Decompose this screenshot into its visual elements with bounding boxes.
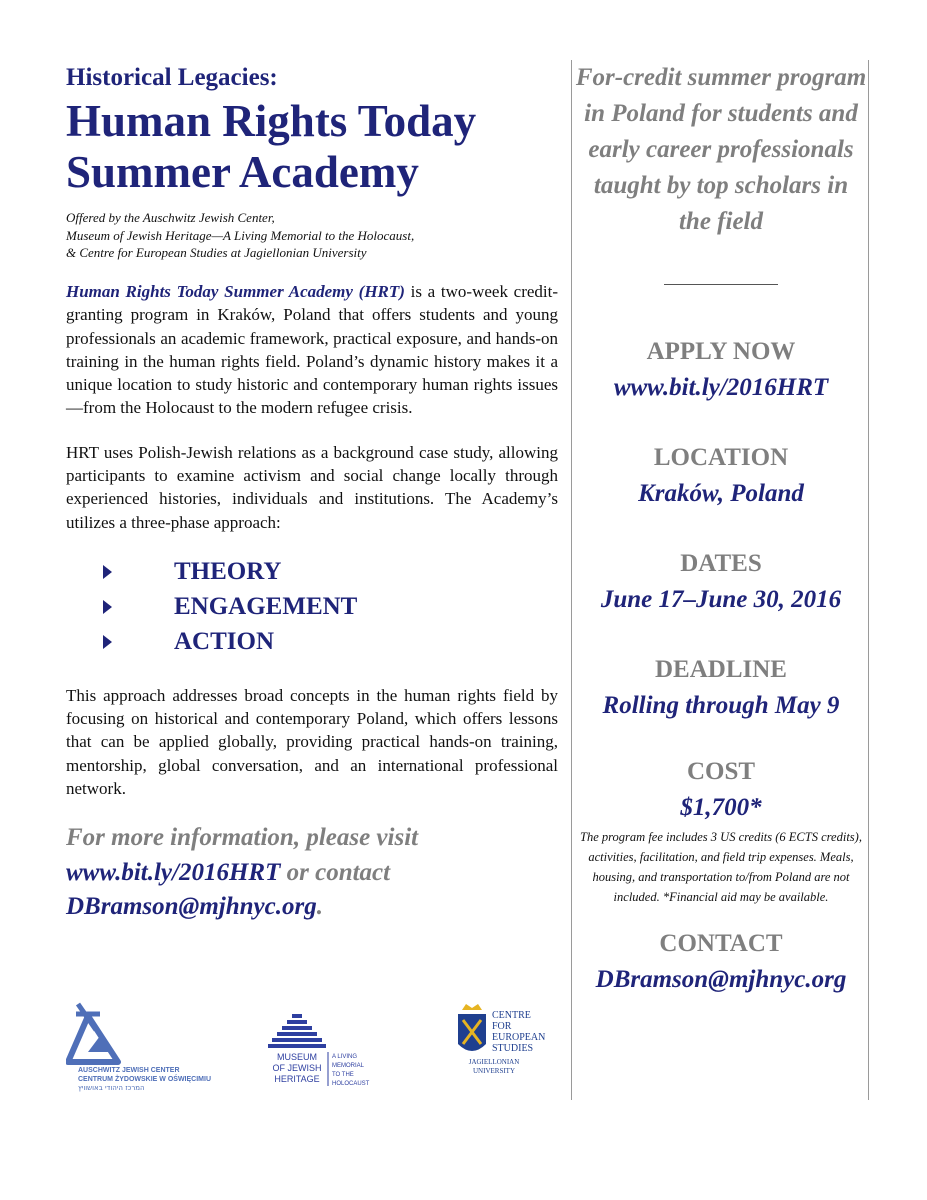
location-value: Kraków, Poland <box>638 480 804 507</box>
more-info <box>66 821 558 925</box>
apply-link[interactable]: www.bit.ly/2016HRT <box>613 374 829 401</box>
auschwitz-jewish-center-logo <box>68 1004 211 1092</box>
mjh-tagline-2: MEMORIAL <box>332 1063 365 1069</box>
ces-university-1: JAGIELLONIAN <box>468 1058 520 1066</box>
mjh-name-1: MUSEUM <box>277 1052 317 1062</box>
logo-row <box>66 1000 546 1100</box>
phase-label: ENGAGEMENT <box>174 593 358 621</box>
partner-logos <box>66 1000 546 1100</box>
phase-label: THEORY <box>174 558 282 586</box>
location-section <box>575 443 867 509</box>
cost-value: $1,700* <box>680 794 762 821</box>
left-divider <box>571 60 572 1100</box>
intro-paragraph <box>66 280 558 420</box>
sidebar-intro: For-credit summer program in Poland for students and early career professionals taught by top scholars in the field <box>575 64 867 235</box>
ces-name-4: STUDIES <box>492 1043 534 1054</box>
deadline-value: Rolling through May 9 <box>602 692 840 719</box>
ces-name-2: FOR <box>492 1021 512 1032</box>
mjh-tagline-3: TO THE <box>332 1072 354 1078</box>
offered-by <box>66 209 558 262</box>
summary-paragraph: This approach addresses broad concepts in the human rights field by focusing on historical and contemporary Poland, which offers lessons that can be applied globally, providing practical hands-on training, mentorship, global conversation, and an international professional network. <box>66 685 558 798</box>
page-title <box>66 96 558 200</box>
mjh-name-2: OF JEWISH <box>272 1063 322 1073</box>
cost-section <box>575 757 867 907</box>
deadline-heading: DEADLINE <box>655 656 787 683</box>
cost-heading: COST <box>686 758 756 785</box>
approach-paragraph: HRT uses Polish-Jewish relations as a background case study, allowing participants to examine activism and social change locally through experienced histories, individuals and institutions. The Academy’s utilizes a three-phase approach: <box>66 442 558 532</box>
museum-of-jewish-heritage-logo <box>268 1014 370 1087</box>
phase-list <box>66 555 558 660</box>
intro-text: is a two-week credit-granting program in Kraków, Poland that offers students and young professionals an academic framework, practical exposure, and hands-on training in the human rights field. Poland’s dynamic history makes it a unique location to study historic and contemporary human rights issues—from the Holocaust to the modern refugee crisis. <box>66 282 559 418</box>
apply-heading: APPLY NOW <box>646 338 796 365</box>
cost-note: The program fee includes 3 US credits (6 ECTS credits), activities, facilitation, and field trip expenses. Meals, housing, and transportation to/from Poland are not included. *Financial aid may be available. <box>580 830 862 904</box>
dates-section <box>575 549 867 615</box>
phase-label: ACTION <box>174 628 275 656</box>
apply-section <box>575 337 867 403</box>
ces-name-3: EUROPEAN <box>492 1032 546 1043</box>
mjh-name-3: HERITAGE <box>274 1074 320 1084</box>
dates-heading: DATES <box>680 550 762 577</box>
offered-line-2: Museum of Jewish Heritage—A Living Memorial to the Holocaust, <box>66 227 415 243</box>
ces-name-1: CENTRE <box>492 1010 531 1021</box>
centre-for-european-studies-logo <box>458 1004 545 1075</box>
phase-item <box>66 555 558 590</box>
contact-email[interactable]: DBramson@mjhnyc.org <box>595 966 847 993</box>
ajc-polish-name: CENTRUM ŻYDOWSKIE W OŚWIĘCIMIU <box>78 1076 211 1083</box>
more-info-link[interactable]: www.bit.ly/2016HRT <box>66 858 281 886</box>
contact-section <box>575 929 867 995</box>
offered-line-1: Offered by the Auschwitz Jewish Center, <box>66 210 275 225</box>
ces-university-2: UNIVERSITY <box>473 1067 515 1075</box>
mjh-tagline-1: A LIVING <box>332 1054 358 1060</box>
contact-heading: CONTACT <box>659 930 783 957</box>
more-info-mid: or contact <box>280 858 391 886</box>
triangle-bullet-icon <box>103 565 112 579</box>
offered-line-3: & Centre for European Studies at Jagiellonian University <box>66 245 367 261</box>
location-heading: LOCATION <box>653 444 789 471</box>
main-column <box>66 60 558 925</box>
phase-item <box>66 590 558 625</box>
dates-value: June 17–June 30, 2016 <box>600 586 842 613</box>
sidebar-divider <box>664 284 778 285</box>
phase-item <box>66 625 558 660</box>
more-info-email[interactable]: DBramson@mjhnyc.org <box>66 893 317 921</box>
pre-title: Historical Legacies: <box>66 64 278 91</box>
more-info-end: . <box>316 893 323 921</box>
triangle-bullet-icon <box>103 635 112 649</box>
ajc-name: AUSCHWITZ JEWISH CENTER <box>78 1067 180 1074</box>
mjh-tagline-4: HOLOCAUST <box>332 1081 370 1087</box>
deadline-section <box>575 655 867 721</box>
right-divider <box>868 60 869 1100</box>
triangle-bullet-icon <box>103 600 112 614</box>
intro-program-name: Human Rights Today Summer Academy (HRT) <box>66 282 405 302</box>
ajc-hebrew-name: המרכז היהודי באושוויץ <box>78 1084 145 1092</box>
title-line-2: Summer Academy <box>66 147 419 198</box>
sidebar <box>575 60 867 995</box>
more-info-prefix: For more information, please visit <box>66 824 419 852</box>
title-line-1: Human Rights Today <box>66 95 477 146</box>
